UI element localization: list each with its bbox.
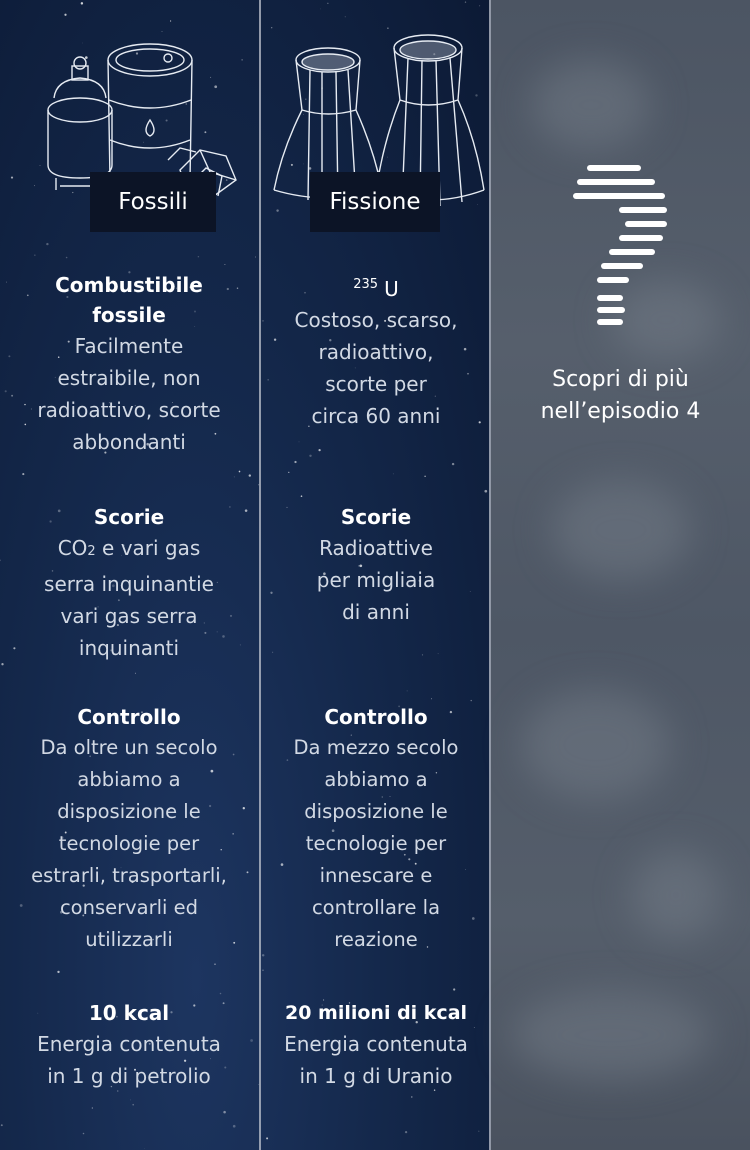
fossil-fuel-title: Combustibile fossile xyxy=(55,273,203,327)
fossil-tag: Fossili xyxy=(90,172,216,232)
teaser-text: Scopri di più nell’episodio 4 xyxy=(540,367,701,424)
fission-control-section xyxy=(262,702,490,956)
fossil-energy-text: Energia contenuta in 1 g di petrolio xyxy=(37,1032,221,1088)
fossil-control-title: Controllo xyxy=(77,705,181,729)
fossil-energy-section xyxy=(0,998,258,1092)
fission-waste-title: Scorie xyxy=(340,505,412,529)
fossil-fuel-text: Facilmente estraibile, non radioattivo, scorte abbondanti xyxy=(37,334,221,454)
fossil-waste-section xyxy=(0,502,258,664)
fossil-energy-title: 10 kcal xyxy=(88,1001,170,1025)
fission-control-title: Controllo xyxy=(324,705,428,729)
fossil-waste-text: CO2 e vari gas serra inquinantie vari gas serra inquinanti xyxy=(44,536,214,660)
fission-control-text: Da mezzo secolo abbiamo a disposizione le tecnologie per innescare e controllare la reazione xyxy=(293,736,459,951)
fossil-fuel-section xyxy=(0,270,258,458)
fission-column xyxy=(262,0,490,1150)
uranium-section xyxy=(262,270,490,432)
column-divider-left xyxy=(259,0,261,1150)
fossil-waste-title: Scorie xyxy=(93,505,165,529)
fossil-column xyxy=(0,0,258,1150)
uranium-text: Costoso, scarso, radioattivo, scorte per circa 60 anni xyxy=(294,308,458,428)
fission-energy-title: 20 milioni di kcal xyxy=(284,1002,468,1024)
fission-energy-text: Energia contenuta in 1 g di Uranio xyxy=(284,1032,468,1088)
fossil-control-text: Da oltre un secolo abbiamo a disposizione le tecnologie per estrarli, trasportarli, conservarli ed utilizzarli xyxy=(31,736,227,951)
fossil-control-section xyxy=(0,702,258,956)
fission-waste-text: Radioattive per migliaia di anni xyxy=(316,536,436,624)
fission-waste-section xyxy=(262,502,490,628)
fission-tag: Fissione xyxy=(310,172,440,232)
uranium-title: $^{235}$ U xyxy=(353,277,399,301)
question-mark-icon xyxy=(566,160,676,330)
fission-energy-section xyxy=(262,998,490,1092)
